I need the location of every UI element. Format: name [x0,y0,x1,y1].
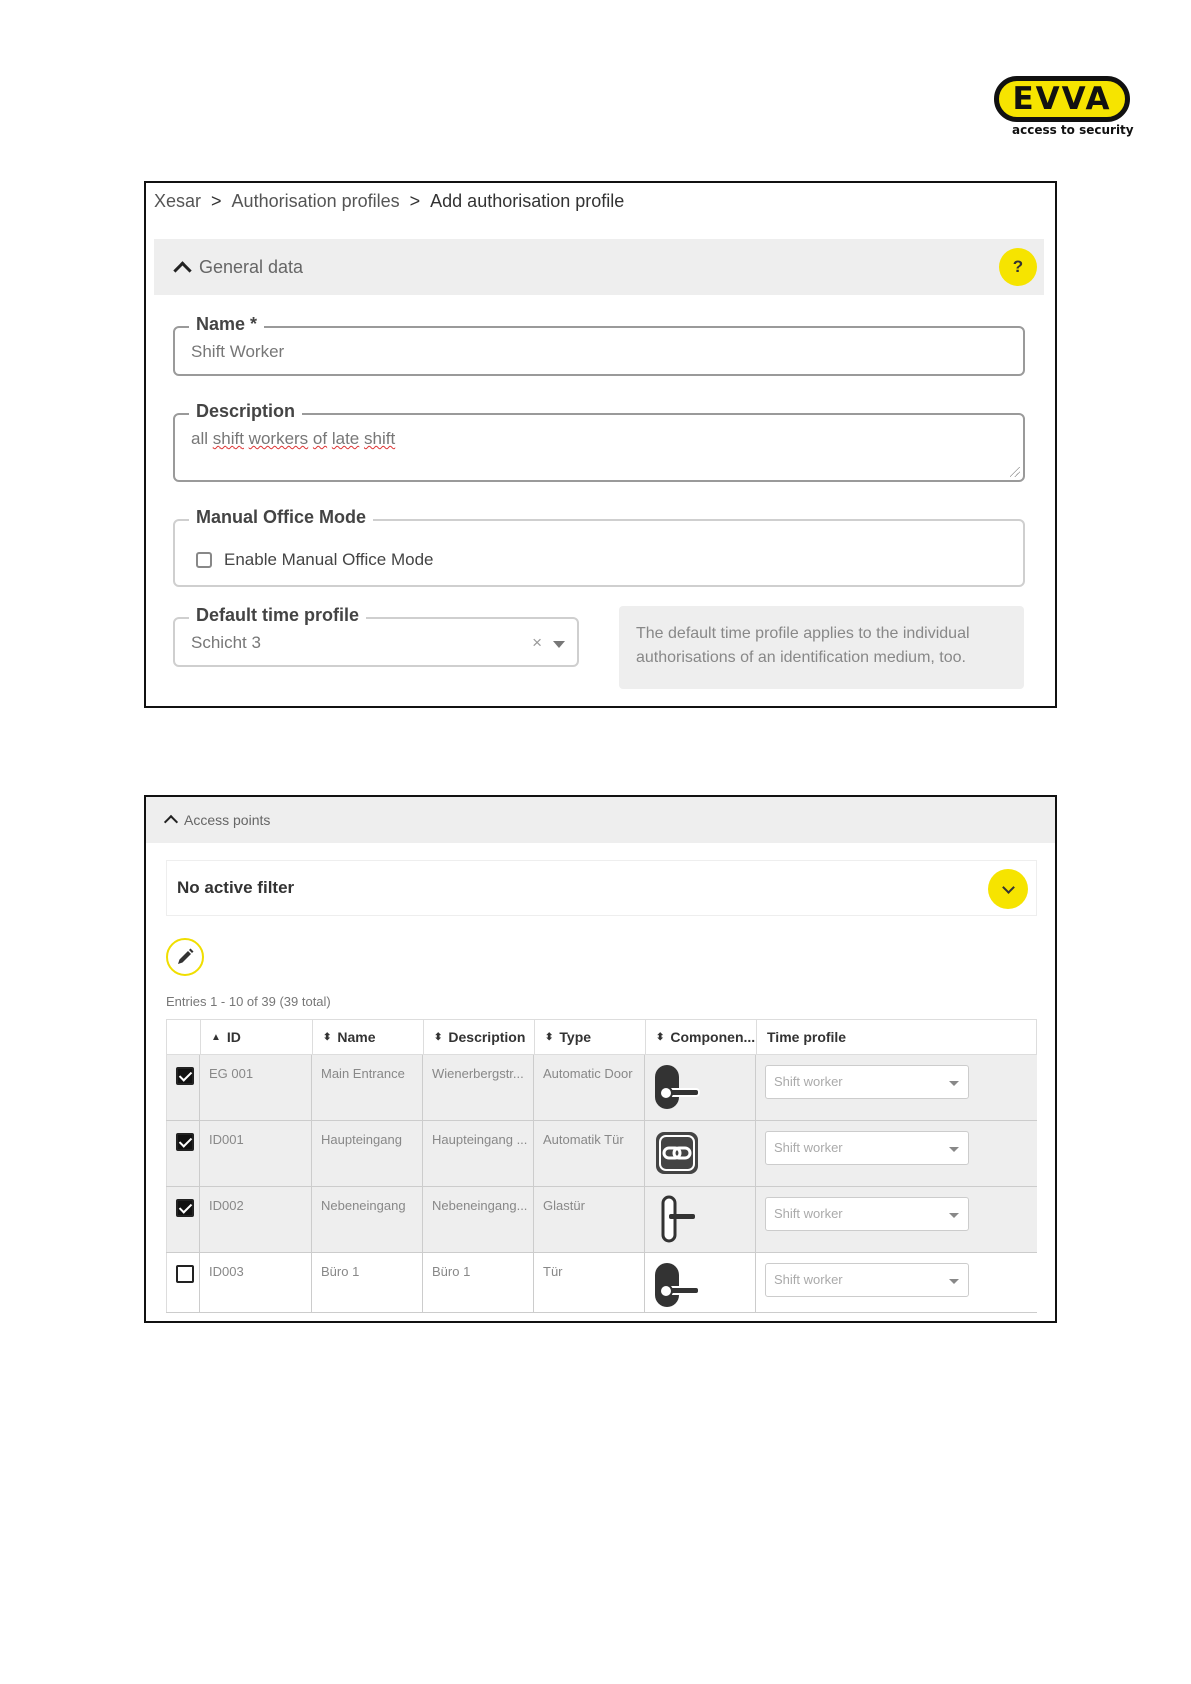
column-label: Type [559,1029,592,1045]
entries-count: Entries 1 - 10 of 39 (39 total) [166,994,331,1009]
filter-status: No active filter [177,878,295,897]
cell-name: Büro 1 [311,1253,422,1312]
description-field[interactable] [173,401,1025,482]
chevron-down-icon [1002,881,1015,894]
dropdown-caret-icon[interactable] [949,1147,959,1152]
time-profile-select[interactable] [765,1197,969,1231]
column-label: Time profile [767,1029,847,1045]
column-label: Componen... [670,1029,756,1045]
evva-logo [994,76,1136,142]
column-header-id[interactable] [200,1020,312,1054]
link-module-icon [653,1129,701,1180]
cell-id: ID001 [199,1121,311,1186]
chevron-up-icon [173,261,191,279]
sort-icon: ⬍ [545,1031,554,1043]
cell-component [644,1121,755,1186]
logo-wordmark: EVVA [994,76,1130,122]
column-label: Name [337,1029,376,1045]
access-points-screenshot [144,795,1057,1323]
manual-office-mode-label: Manual Office Mode [189,507,373,528]
enable-manual-office-mode-checkbox[interactable] [196,552,212,568]
cell-description: Büro 1 [422,1253,533,1312]
narrow-handle-icon [653,1195,701,1246]
column-label: ID [226,1029,241,1045]
filter-bar [166,860,1037,916]
general-data-header[interactable] [154,239,1044,295]
logo-tagline: access to security [1012,123,1134,137]
cell-time-profile [755,1187,1037,1252]
description-value[interactable]: all shift workers of late shift [191,429,396,448]
name-label: Name * [189,314,264,335]
dropdown-caret-icon[interactable] [949,1213,959,1218]
help-button[interactable]: ? [999,248,1037,286]
row-select-checkbox[interactable] [176,1265,194,1283]
cell-time-profile [755,1055,1037,1120]
column-header-type[interactable] [534,1020,645,1054]
handle-lock-icon [653,1063,701,1114]
time-profile-value: Shift worker [774,1140,843,1155]
column-header-description[interactable] [423,1020,534,1054]
cell-name: Haupteingang [311,1121,422,1186]
name-value[interactable]: Shift Worker [191,342,285,361]
dropdown-caret-icon[interactable] [949,1081,959,1086]
section-title: Access points [184,812,271,828]
resize-handle-icon[interactable] [1010,467,1020,477]
cell-name: Nebeneingang [311,1187,422,1252]
time-profile-value: Shift worker [774,1272,843,1287]
time-profile-select[interactable] [765,1263,969,1297]
cell-id: EG 001 [199,1055,311,1120]
table-row[interactable] [166,1055,1037,1121]
sort-asc-icon: ▲ [211,1031,221,1043]
general-data-screenshot [144,181,1057,708]
dropdown-caret-icon[interactable] [553,641,565,648]
column-header-time-profile [756,1020,1038,1054]
breadcrumb-item-current: Add authorisation profile [430,191,625,211]
cell-select [166,1253,199,1312]
time-profile-select[interactable] [765,1131,969,1165]
table-row[interactable] [166,1253,1037,1313]
cell-time-profile [755,1253,1037,1312]
sort-icon: ⬍ [434,1031,443,1043]
table-header [166,1019,1037,1055]
table-row[interactable] [166,1121,1037,1187]
manual-office-mode-group [173,507,1025,587]
sort-icon: ⬍ [656,1031,665,1043]
cell-select [166,1121,199,1186]
time-profile-info: The default time profile applies to the individual authorisations of an identification medium, too. [619,606,1024,689]
breadcrumb-separator-icon: > [409,191,421,211]
enable-manual-office-mode-label[interactable]: Enable Manual Office Mode [224,550,434,569]
access-points-header[interactable] [146,797,1055,843]
cell-description: Haupteingang ... [422,1121,533,1186]
cell-type: Automatic Door [533,1055,644,1120]
default-time-profile-select[interactable] [173,605,579,667]
breadcrumb-item-authorisation-profiles[interactable]: Authorisation profiles [231,191,400,211]
cell-description: Nebeneingang... [422,1187,533,1252]
breadcrumb [154,191,624,212]
expand-filter-button[interactable] [988,869,1028,909]
section-title: General data [199,256,304,277]
cell-select [166,1187,199,1252]
row-select-checkbox[interactable] [176,1067,194,1085]
time-profile-value: Shift worker [774,1206,843,1221]
clear-icon[interactable]: × [532,633,542,652]
cell-type: Automatik Tür [533,1121,644,1186]
row-select-checkbox[interactable] [176,1133,194,1151]
cell-type: Glastür [533,1187,644,1252]
dropdown-caret-icon[interactable] [949,1279,959,1284]
column-header-component[interactable] [645,1020,756,1054]
cell-component [644,1187,755,1252]
cell-time-profile [755,1121,1037,1186]
name-field[interactable] [173,314,1025,376]
row-select-checkbox[interactable] [176,1199,194,1217]
cell-description: Wienerbergstr... [422,1055,533,1120]
cell-type: Tür [533,1253,644,1312]
breadcrumb-item-xesar[interactable]: Xesar [154,191,202,211]
time-profile-select[interactable] [765,1065,969,1099]
column-label: Description [448,1029,526,1045]
cell-id: ID002 [199,1187,311,1252]
default-time-profile-label: Default time profile [189,605,366,626]
description-label: Description [189,401,302,422]
time-profile-value: Shift worker [774,1074,843,1089]
chevron-up-icon [164,815,178,829]
edit-button[interactable] [166,938,204,976]
handle-lock-icon [653,1261,701,1312]
default-time-profile-value[interactable]: Schicht 3 [191,633,261,652]
breadcrumb-separator-icon: > [211,191,222,211]
select-column-header [167,1020,200,1054]
table-row[interactable] [166,1187,1037,1253]
cell-component [644,1253,755,1312]
column-header-name[interactable] [312,1020,423,1054]
cell-component [644,1055,755,1120]
cell-id: ID003 [199,1253,311,1312]
pencil-icon [175,947,195,967]
cell-select [166,1055,199,1120]
cell-name: Main Entrance [311,1055,422,1120]
sort-icon: ⬍ [323,1031,332,1043]
